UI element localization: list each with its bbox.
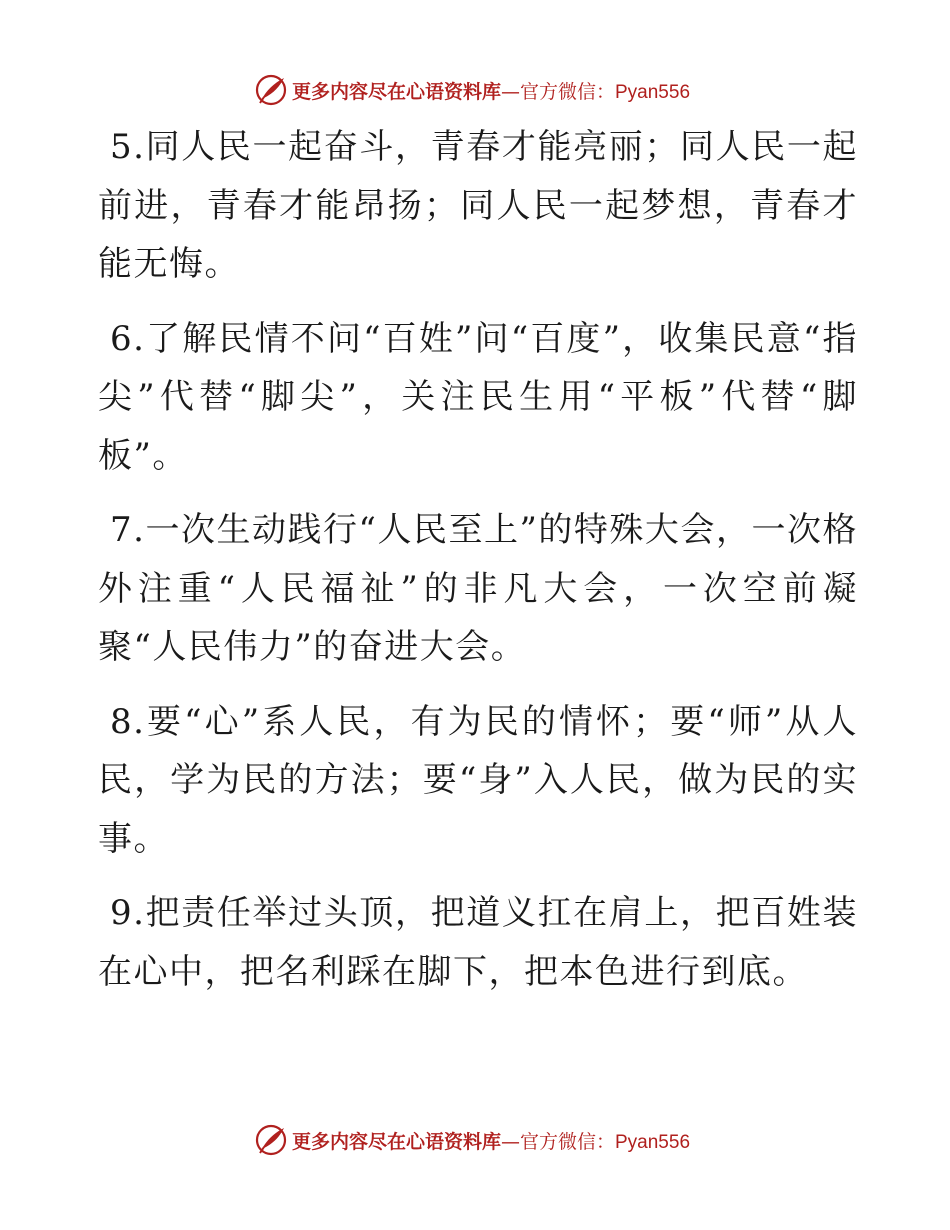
footer-label: 官方微信： (519, 1130, 615, 1153)
footer-wechat-id: Pyan556 (615, 1131, 691, 1153)
item-number: 8. (110, 701, 146, 742)
item-number: 9. (110, 893, 146, 933)
item-text: 把责任举过头顶，把道义扛在肩上，把百姓装在心中，把名利踩在脚下，把本色进行到底。 (98, 893, 858, 992)
footer-banner (0, 1120, 950, 1160)
header-wechat-id: Pyan556 (615, 81, 691, 103)
header-text (292, 77, 690, 104)
header-brand: 更多内容尽在心语资料库 (291, 80, 501, 103)
quill-logo-icon (254, 73, 288, 107)
header-label: 官方微信： (519, 80, 615, 103)
footer-brand: 更多内容尽在心语资料库 (291, 1130, 501, 1153)
item-text: 一次生动践行“人民至上”的特殊大会，一次格外注重“人民福祉”的非凡大会，一次空前凝聚“人民伟力”的奋进大会。 (98, 510, 858, 667)
list-item (98, 884, 858, 1001)
footer-text (292, 1127, 690, 1154)
list-item (98, 310, 858, 486)
item-text: 要“心”系人民，有为民的情怀；要“师”从人民，学为民的方法；要“身”入人民，做为民的实事。 (98, 701, 858, 859)
header-banner (0, 70, 950, 110)
item-number: 6. (110, 318, 146, 359)
document-body (98, 118, 858, 1017)
footer-separator: — (500, 1130, 520, 1153)
item-text: 了解民情不问“百姓”问“百度”，收集民意“指尖”代替“脚尖”，关注民生用“平板”代替“脚板”。 (98, 318, 858, 476)
header-separator: — (500, 80, 520, 103)
list-item (98, 693, 858, 869)
list-item (98, 118, 858, 294)
item-number: 7. (110, 510, 146, 550)
item-text: 同人民一起奋斗，青春才能亮丽；同人民一起前进，青春才能昂扬；同人民一起梦想，青春才能无悔。 (98, 127, 858, 284)
quill-logo-icon (254, 1123, 288, 1157)
item-number: 5. (110, 127, 146, 167)
list-item (98, 501, 858, 677)
